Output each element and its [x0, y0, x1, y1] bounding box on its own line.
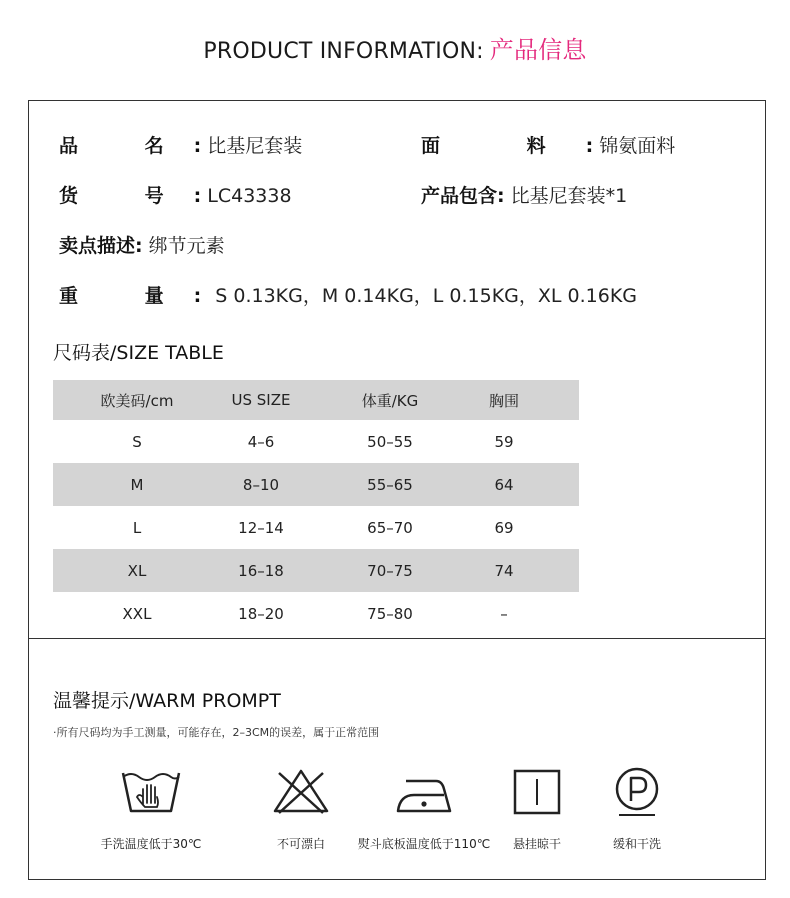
table-cell: 59 [494, 432, 514, 451]
table-cell: 74 [494, 561, 514, 580]
table-cell: M [130, 475, 144, 494]
page-title [0, 30, 790, 65]
sku-value: LC43338 [207, 185, 292, 207]
table-cell: 18–20 [238, 604, 284, 623]
table-row [53, 592, 579, 635]
column-header: 欧美码/cm [100, 391, 174, 410]
fabric-value: 锦氨面料 [599, 135, 676, 157]
care-item-hand-wash [81, 767, 221, 852]
measurement-note: ·所有尺码均为手工测量，可能存在，2–3CM的误差，属于正常范围 [53, 726, 380, 739]
column-header: 胸围 [488, 391, 519, 410]
selling-colon: : [135, 235, 143, 257]
section-divider [29, 638, 765, 639]
table-cell: 12–14 [238, 518, 284, 537]
table-cell: S [132, 432, 142, 451]
name-label: 品 名 [59, 135, 194, 157]
care-label: 手洗温度低于30℃ [100, 837, 202, 851]
info-row-fabric [421, 131, 675, 158]
table-cell: 50–55 [367, 432, 413, 451]
package-colon: : [497, 185, 505, 207]
line-dry-icon [505, 767, 569, 817]
table-cell: XL [127, 561, 147, 580]
table-cell: 70–75 [367, 561, 413, 580]
fabric-colon: : [585, 135, 594, 157]
column-header: US SIZE [231, 391, 291, 409]
title-english: PRODUCT INFORMATION: [203, 39, 484, 64]
table-cell: 65–70 [367, 518, 413, 537]
fabric-label: 面 料 [421, 135, 586, 157]
selling-value: 绑节元素 [148, 235, 225, 257]
iron-icon [392, 767, 456, 817]
title-chinese: 产品信息 [489, 36, 587, 64]
table-cell: 4–6 [247, 432, 275, 451]
table-row [53, 506, 579, 549]
table-cell: – [500, 604, 508, 623]
table-cell: 55–65 [367, 475, 413, 494]
info-row-name [59, 131, 302, 158]
name-colon: : [193, 135, 202, 157]
care-item-no-bleach [231, 767, 371, 852]
table-row [53, 463, 579, 506]
care-label: 熨斗底板温度低于110℃ [357, 837, 491, 851]
no-bleach-icon [269, 767, 333, 817]
selling-label: 卖点描述 [59, 235, 136, 257]
info-row-sku [59, 181, 292, 208]
package-label: 产品包含 [421, 185, 498, 207]
table-cell: 8–10 [242, 475, 280, 494]
info-row-selling-point [59, 231, 225, 258]
table-header-row [53, 380, 579, 420]
care-label: 缓和干洗 [612, 837, 661, 851]
info-row-weight [59, 281, 637, 308]
table-cell: 64 [494, 475, 514, 494]
name-value: 比基尼套装 [207, 135, 303, 157]
table-cell: XXL [122, 604, 152, 623]
info-row-package [421, 181, 627, 208]
product-info-frame [28, 100, 766, 880]
weight-colon: : [193, 285, 202, 307]
package-value: 比基尼套装*1 [510, 185, 628, 207]
sku-label: 货 号 [59, 185, 194, 207]
table-cell: 16–18 [238, 561, 284, 580]
dry-clean-icon [605, 767, 669, 817]
sku-colon: : [193, 185, 202, 207]
weight-value: S 0.13KG，M 0.14KG，L 0.15KG，XL 0.16KG [215, 285, 638, 307]
warm-prompt-heading: 温馨提示/WARM PROMPT [53, 690, 281, 712]
size-table-heading: 尺码表/SIZE TABLE [53, 342, 224, 364]
table-cell: 69 [494, 518, 514, 537]
table-row [53, 420, 579, 463]
table-cell: L [132, 518, 142, 537]
column-header: 体重/KG [361, 391, 419, 410]
table-cell: 75–80 [367, 604, 413, 623]
care-item-dry-clean [567, 767, 707, 852]
table-row [53, 549, 579, 592]
weight-label: 重 量 [59, 285, 194, 307]
hand-wash-icon [119, 767, 183, 817]
care-label: 悬挂晾干 [512, 837, 561, 851]
size-table [53, 380, 579, 635]
care-label: 不可漂白 [276, 837, 325, 851]
